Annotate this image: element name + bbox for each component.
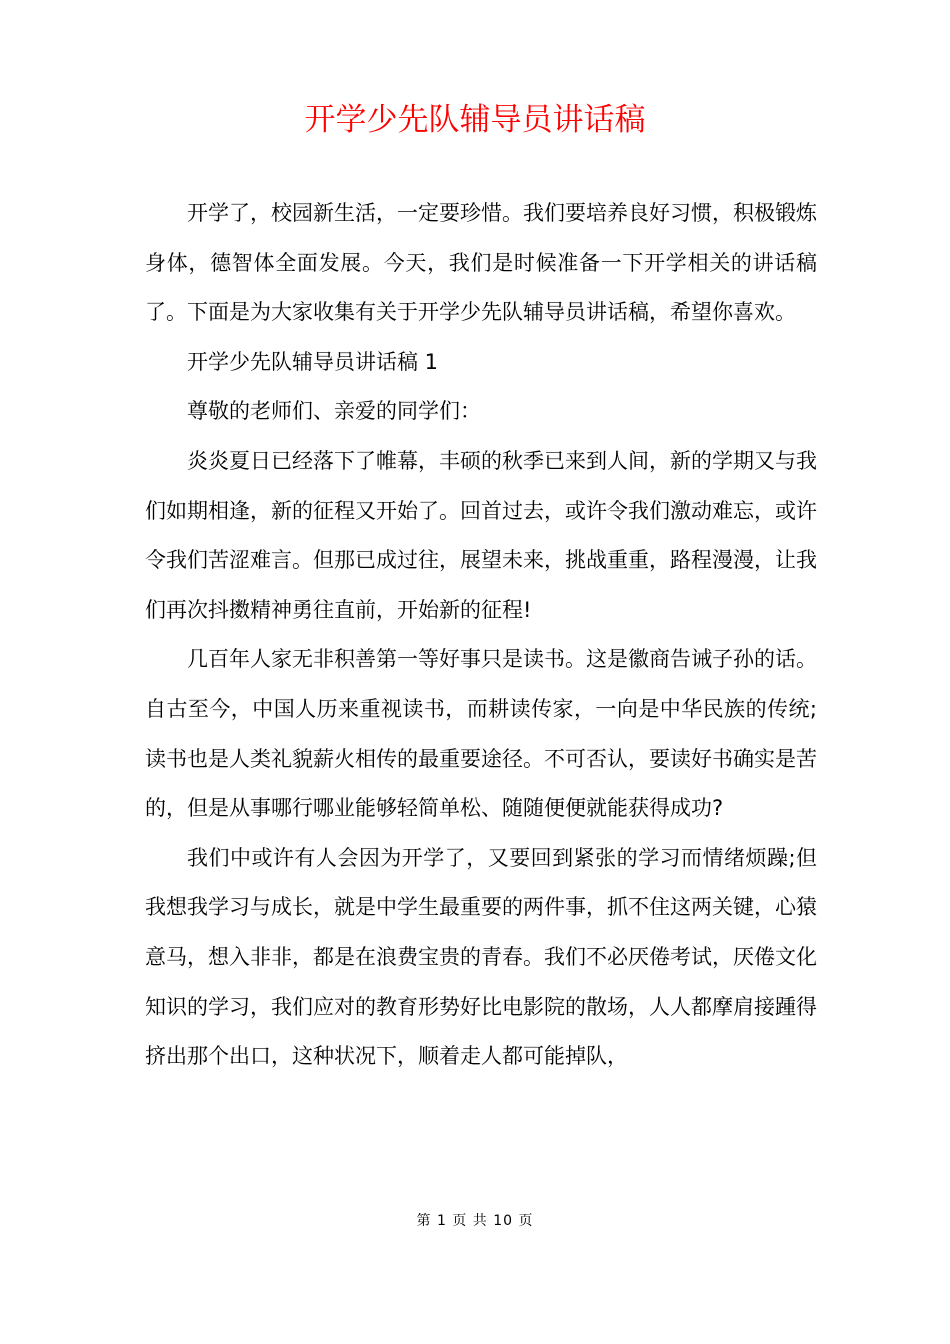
paragraph-intro: 开学了，校园新生活，一定要珍惜。我们要培养良好习惯，积极锻炼身体，德智体全面发展。今天，我们是时候准备一下开学相关的讲话稿了。下面是为大家收集有关于开学少先队辅导员讲话稿，希望你喜欢。 [145, 201, 817, 325]
paragraph-speech-heading: 开学少先队辅导员讲话稿 1 [187, 349, 439, 374]
document-body [145, 189, 817, 1082]
paragraph-salutation: 尊敬的老师们、亲爱的同学们： [187, 399, 481, 424]
paragraph-body-3: 我们中或许有人会因为开学了，又要回到紧张的学习而情绪烦躁;但我想我学习与成长，就是中学生最重要的两件事，抓不住这两关键，心猿意马，想入非非，都是在浪费宝贵的青春。我们不必厌倦考试，厌倦文化知识的学习，我们应对的教育形势好比电影院的散场，人人都摩肩接踵得挤出那个出口，这种状况下，顺着走人都可能掉队， [145, 845, 817, 1069]
page-number-footer: 第 1 页 共 10 页 [416, 1213, 534, 1229]
paragraph-body-2: 几百年人家无非积善第一等好事只是读书。这是徽商告诫子孙的话。自古至今，中国人历来重视读书，而耕读传家，一向是中华民族的传统;读书也是人类礼貌薪火相传的最重要途径。不可否认，要读好书确实是苦的，但是从事哪行哪业能够轻简单松、随随便便就能获得成功? [145, 647, 817, 821]
paragraph-body-1: 炎炎夏日已经落下了帷幕，丰硕的秋季已来到人间，新的学期又与我们如期相逢，新的征程又开始了。回首过去，或许令我们激动难忘，或许令我们苦涩难言。但那已成过往，展望未来，挑战重重，路程漫漫，让我们再次抖擞精神勇往直前，开始新的征程! [145, 448, 817, 622]
document-title: 开学少先队辅导员讲话稿 [304, 102, 646, 138]
